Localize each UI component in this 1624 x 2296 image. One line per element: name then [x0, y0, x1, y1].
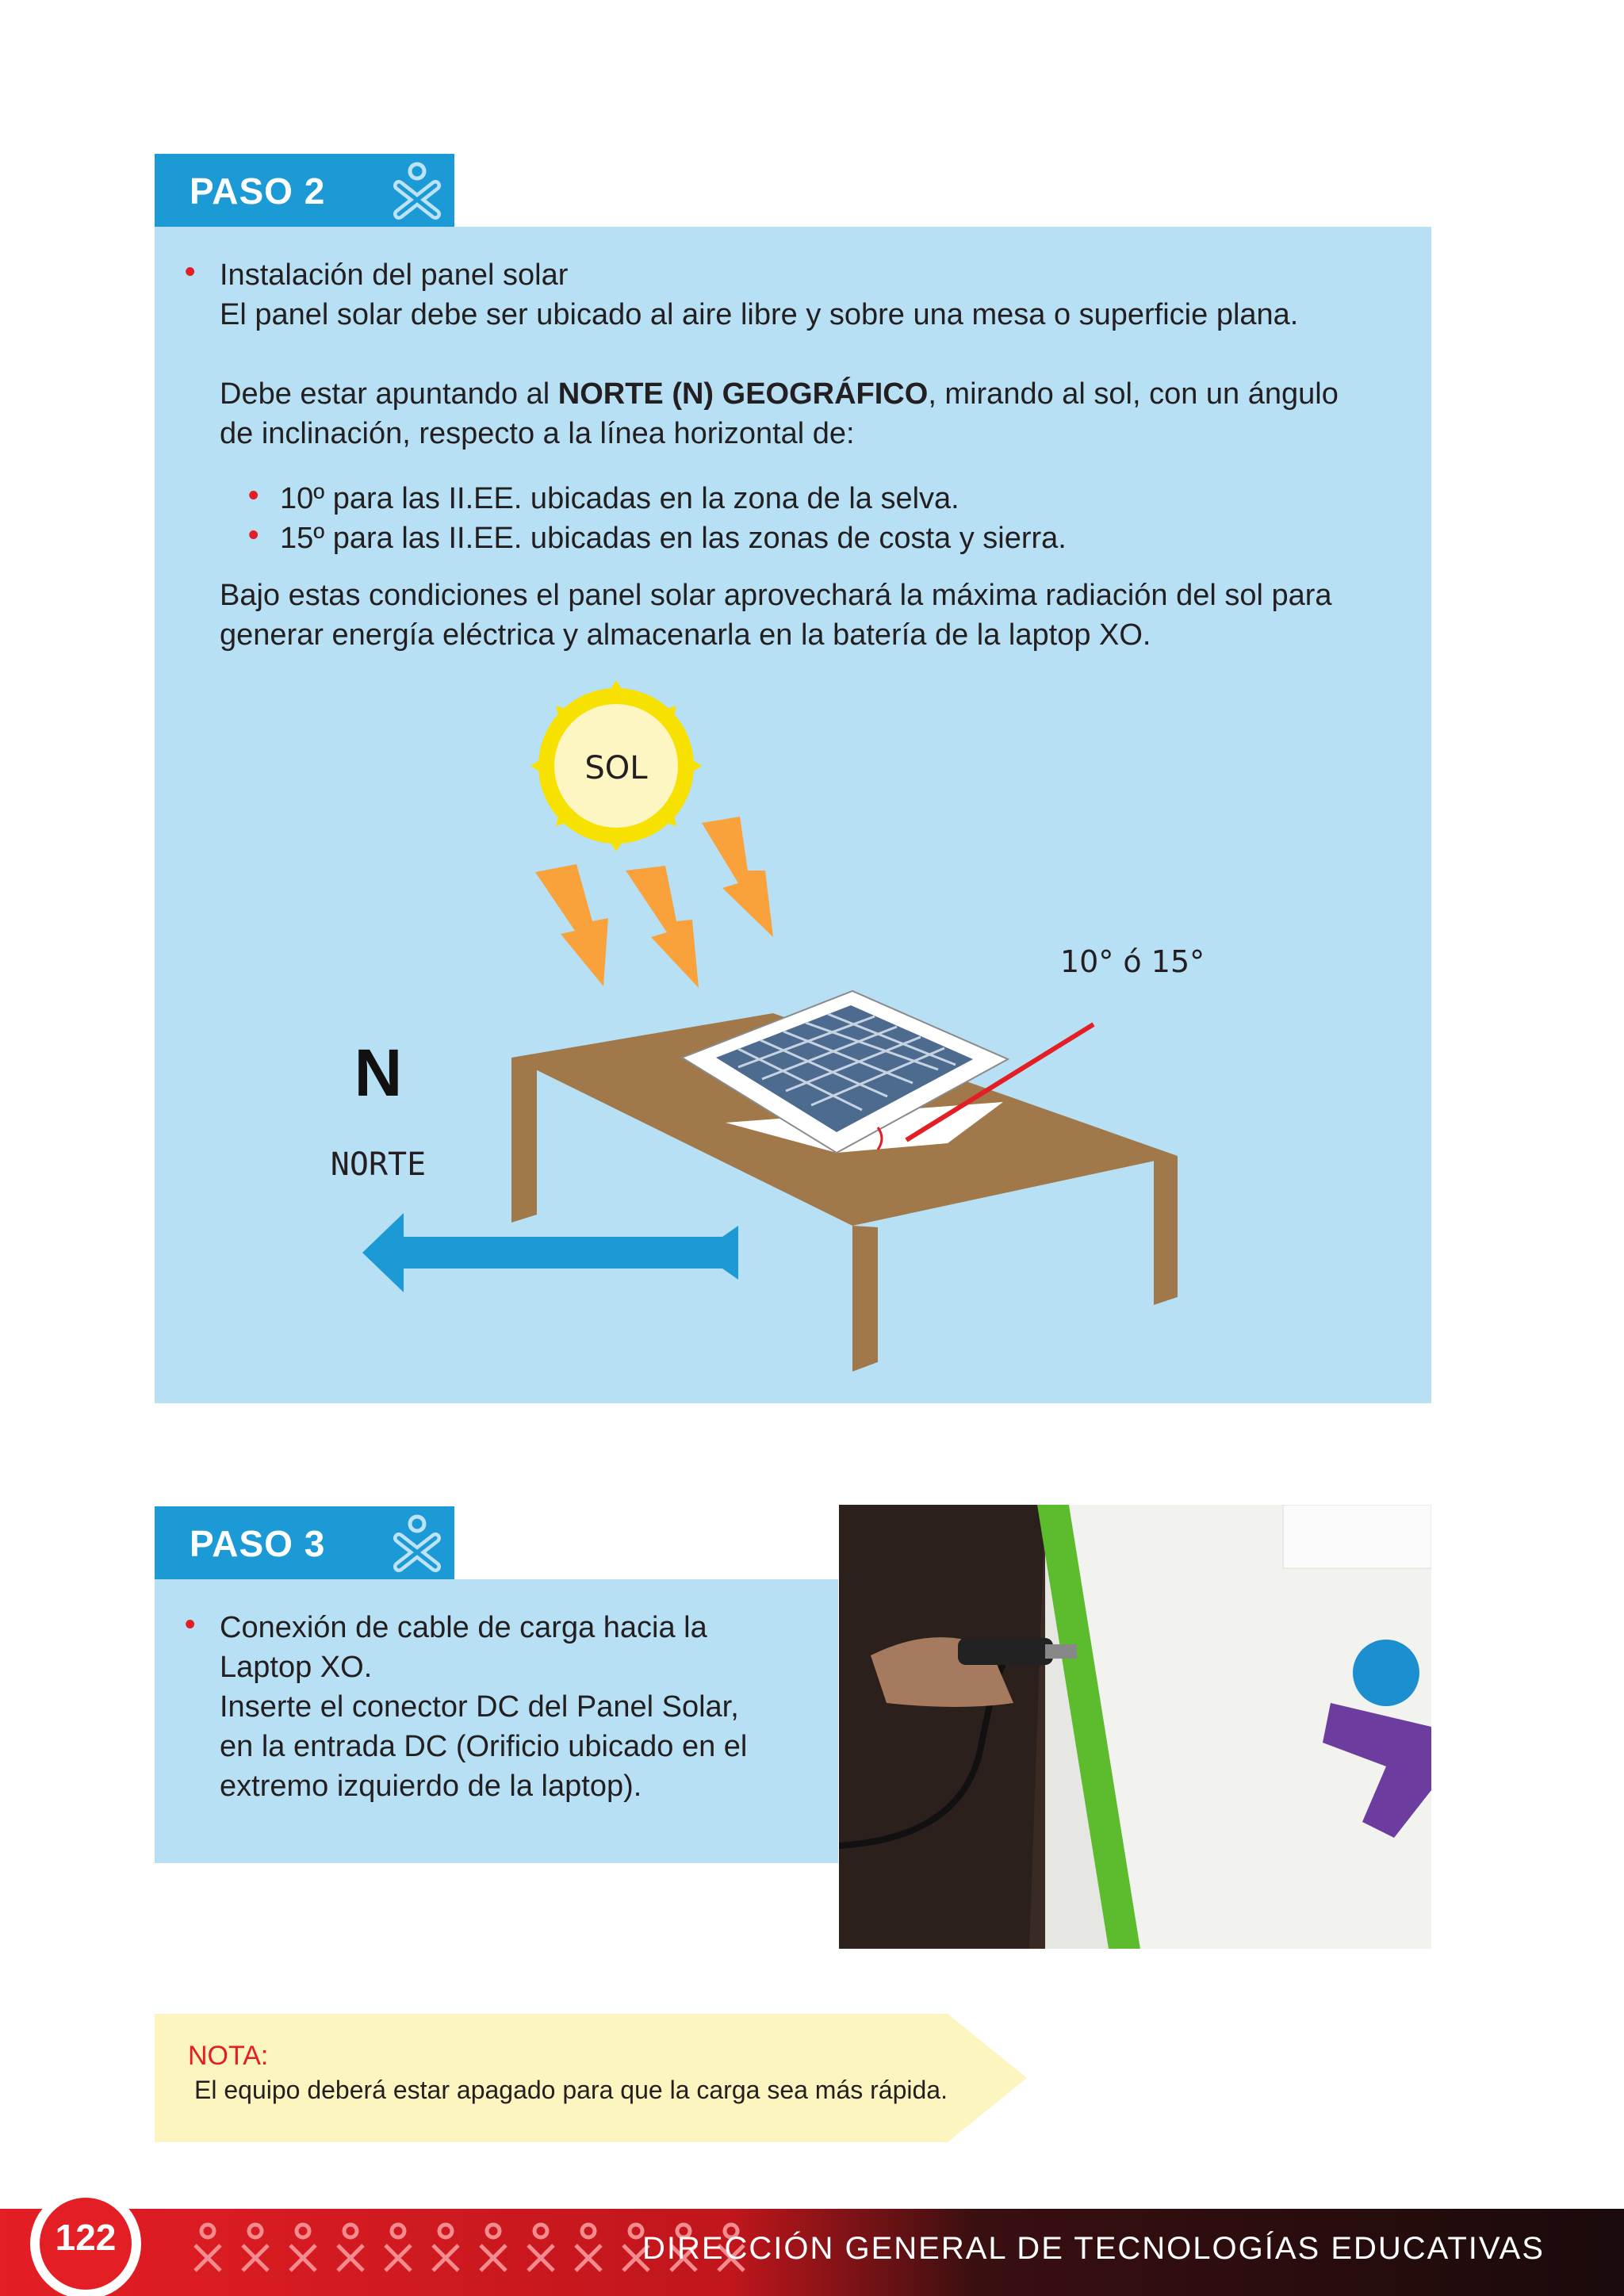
- step2-sub2: 15º para las II.EE. ubicadas en las zonas de costa y sierra.: [280, 522, 1067, 555]
- north-label: NORTE: [330, 1146, 427, 1183]
- footer-title: DIRECCIÓN GENERAL DE TECNOLOGÍAS EDUCATIVAS: [642, 2231, 1545, 2266]
- page-number: 122: [40, 2198, 132, 2290]
- xo-logo-icon: [391, 160, 443, 220]
- step2-line4: Bajo estas condiciones el panel solar aprovechará la máxima radiación del sol para: [220, 579, 1332, 612]
- step3-line3: Inserte el conector DC del Panel Solar,: [220, 1690, 739, 1724]
- north-arrow-icon: [362, 1213, 738, 1292]
- xo-logo-icon: [391, 1513, 443, 1573]
- step2-line5: generar energía eléctrica y almacenarla en la batería de la laptop XO.: [220, 618, 1151, 652]
- step2-line2a: Debe estar apuntando al: [220, 377, 558, 411]
- step2-line3: de inclinación, respecto a la línea horizontal de:: [220, 417, 855, 450]
- step3-line2: Laptop XO.: [220, 1651, 373, 1684]
- sun-label: SOL: [584, 750, 648, 786]
- ray-arrow: [535, 864, 608, 986]
- north-letter: N: [354, 1035, 403, 1110]
- bullet-icon: •: [248, 519, 259, 552]
- angle-label: 10° ó 15°: [1060, 944, 1205, 979]
- footer-bar: [0, 2209, 1624, 2296]
- note-text: El equipo deberá estar apagado para que la carga sea más rápida.: [194, 2076, 948, 2104]
- step2-line1: El panel solar debe ser ubicado al aire libre y sobre una mesa o superficie plana.: [220, 298, 1299, 331]
- step3-title: PASO 3: [190, 1523, 326, 1564]
- step2-tab: [155, 154, 454, 227]
- step3-line1: Conexión de cable de carga hacia la: [220, 1611, 707, 1644]
- step2-line2b: NORTE (N) GEOGRÁFICO: [557, 377, 929, 411]
- ray-arrow: [626, 866, 699, 988]
- sun-ray-arrows: [535, 817, 773, 988]
- step3-tab: [155, 1506, 454, 1579]
- note-label: NOTA:: [188, 2041, 269, 2071]
- step3-line5: extremo izquierdo de la laptop).: [220, 1770, 642, 1803]
- step2-line2: [220, 374, 1339, 414]
- step2-panel: [155, 227, 1431, 1403]
- bullet-icon: •: [185, 255, 196, 289]
- step3-line4: en la entrada DC (Orificio ubicado en el: [220, 1730, 748, 1763]
- bullet-icon: •: [185, 1608, 196, 1641]
- solar-panel-diagram: [155, 671, 1431, 1403]
- step2-heading: Instalación del panel solar: [220, 258, 569, 292]
- step2-line2c: , mirando al sol, con un ángulo: [928, 377, 1339, 411]
- note-box: [155, 2014, 1027, 2142]
- bullet-icon: •: [248, 479, 259, 512]
- laptop-connection-photo: [839, 1505, 1431, 1949]
- step3-panel: [155, 1579, 838, 1863]
- step2-title: PASO 2: [190, 170, 326, 212]
- step2-sub1: 10º para las II.EE. ubicadas en la zona de la selva.: [280, 482, 959, 515]
- ray-arrow: [702, 817, 773, 937]
